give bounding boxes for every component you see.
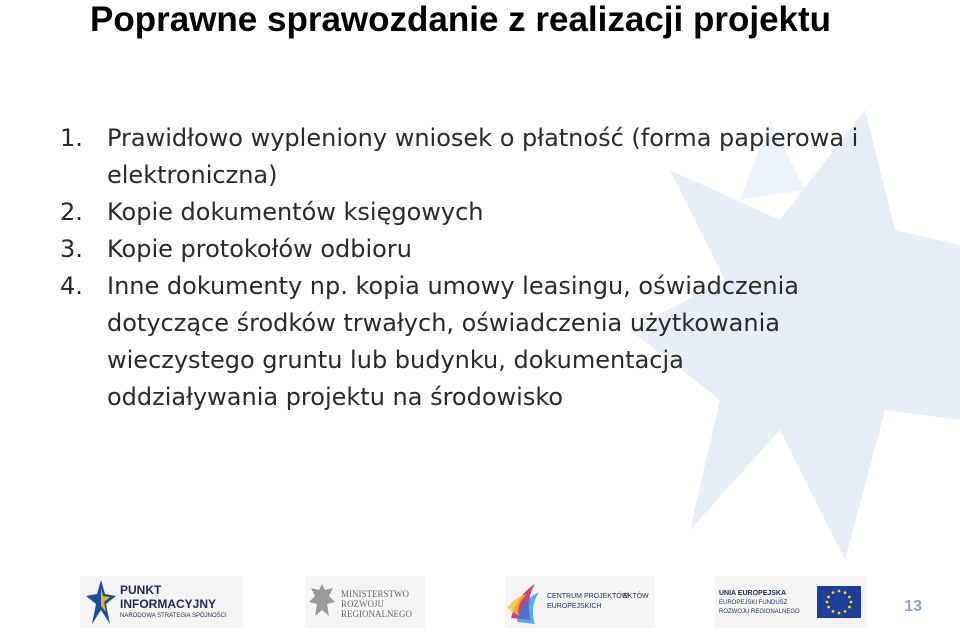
list-text: Prawidłowo wypleniony wniosek o płatność (forma papierowa i elektroniczna) bbox=[107, 124, 859, 189]
eu-logo bbox=[715, 576, 867, 628]
footer-logos bbox=[80, 576, 880, 634]
list-number: 3. bbox=[60, 235, 83, 263]
nss-star-icon bbox=[86, 580, 116, 624]
logo3-line1: CENTRUM PROJEKTÓW bbox=[547, 593, 629, 600]
punkt-informacyjny-logo bbox=[80, 576, 243, 628]
logo3-line2: EUROPEJSKICH bbox=[547, 603, 602, 610]
ministerstwo-logo bbox=[305, 576, 425, 628]
logo1-line1: PUNKT bbox=[120, 583, 162, 597]
list-text: Kopie protokołów odbioru bbox=[107, 235, 412, 263]
list-text: Inne dokumenty np. kopia umowy leasingu, oświadczenia dotyczące środków trwałych, oświadczenia użytkowania wieczystego gruntu lub budynku, dokumentacja oddziaływania projektu na środowisko bbox=[107, 272, 799, 411]
eagle-emblem-icon bbox=[307, 582, 337, 622]
list-item bbox=[60, 194, 860, 231]
list-number: 1. bbox=[60, 124, 83, 152]
list-number: 4. bbox=[60, 272, 83, 300]
list-item bbox=[60, 231, 860, 268]
cpe-logo bbox=[505, 576, 655, 628]
list-text: Kopie dokumentów księgowych bbox=[107, 198, 484, 226]
logo4-line2: EUROPEJSKI FUNDUSZ bbox=[719, 600, 788, 606]
list-item bbox=[60, 268, 860, 416]
cpe-flame-icon bbox=[505, 578, 541, 626]
logo2-line3: REGIONALNEGO bbox=[341, 609, 412, 619]
logo4-line1: UNIA EUROPEJSKA bbox=[719, 590, 787, 597]
page-number: 13 bbox=[904, 598, 922, 615]
logo2-line2: ROZWOJU bbox=[341, 599, 384, 609]
slide-title: Poprawne sprawozdanie z realizacji projektu bbox=[90, 0, 832, 39]
logo2-line1: MINISTERSTWO bbox=[341, 589, 409, 599]
logo1-line2: INFORMACYJNY bbox=[120, 597, 217, 611]
document-list bbox=[60, 120, 860, 416]
list-number: 2. bbox=[60, 198, 83, 226]
logo3-line1b: EKTÓW bbox=[623, 593, 649, 600]
eu-flag-icon bbox=[817, 586, 861, 618]
list-item bbox=[60, 120, 860, 194]
logo4-line3: ROZWOJU REGIONALNEGO bbox=[719, 609, 800, 615]
logo1-line3: NARODOWA STRATEGIA SPÓJNOŚCI bbox=[120, 613, 227, 619]
